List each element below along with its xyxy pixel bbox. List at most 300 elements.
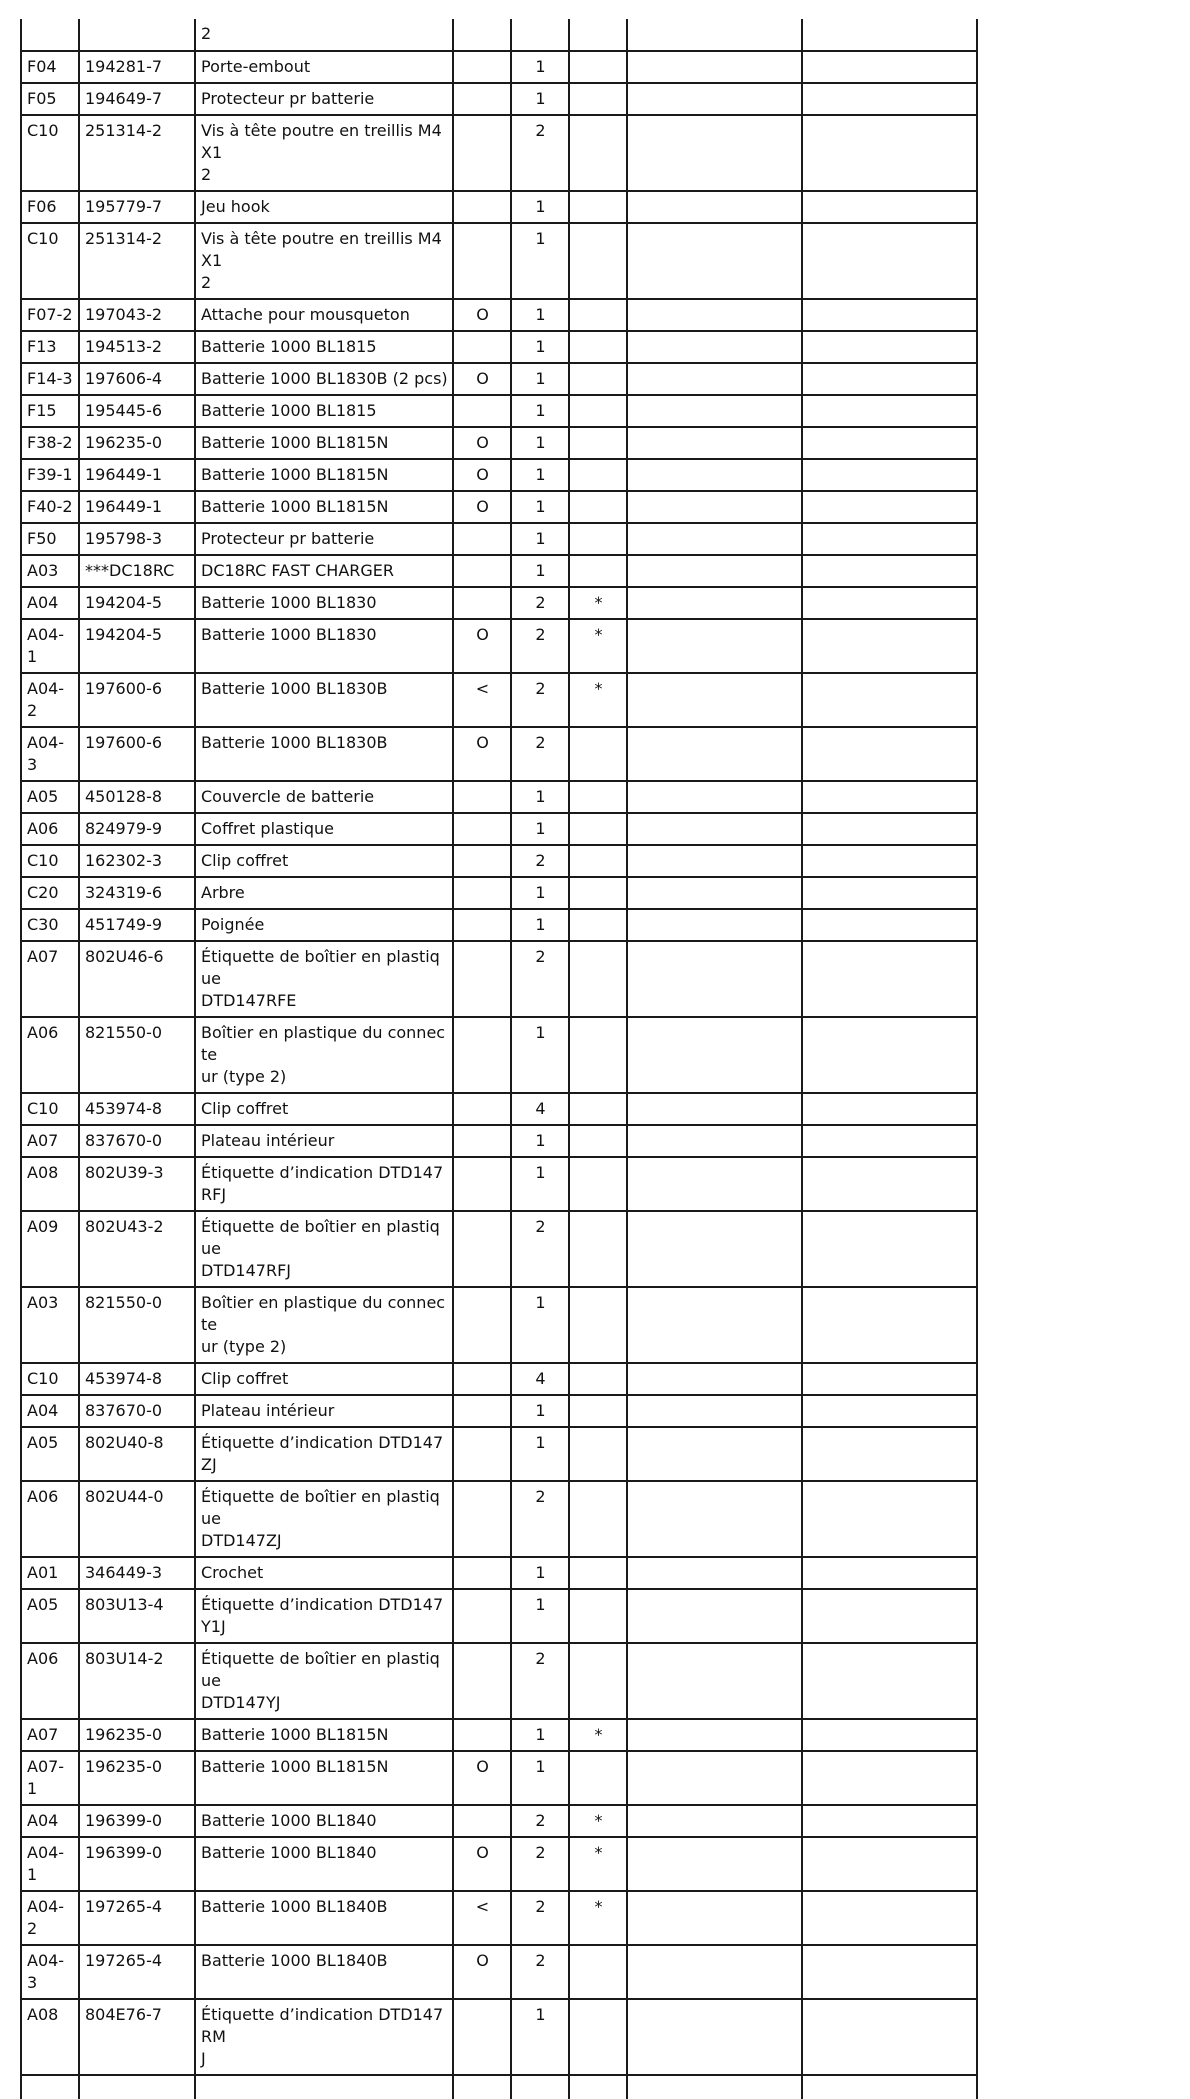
item-code-cell: F14-3: [21, 363, 79, 395]
mark-cell: [453, 877, 511, 909]
note-cell: [569, 1287, 627, 1363]
note-cell: [569, 1427, 627, 1481]
extra-cell: [802, 813, 977, 845]
extra-cell: [802, 877, 977, 909]
table-row: [21, 1093, 977, 1125]
part-number-cell: 821550-0: [79, 1017, 195, 1093]
description-cell: Jeu hook: [195, 191, 453, 223]
item-code-cell: A06: [21, 813, 79, 845]
quantity-cell: 2: [511, 727, 569, 781]
quantity-cell: 1: [511, 781, 569, 813]
quantity-cell: 2: [511, 1643, 569, 1719]
table-row: [21, 1751, 977, 1805]
table-row: [21, 83, 977, 115]
item-code-cell: A01: [21, 1557, 79, 1589]
extra-cell: [802, 19, 977, 51]
description-cell: Plateau intérieur: [195, 1395, 453, 1427]
remarks-cell: [627, 1589, 802, 1643]
extra-cell: [802, 427, 977, 459]
mark-cell: O: [453, 1751, 511, 1805]
remarks-cell: [627, 1837, 802, 1891]
remarks-cell: [627, 1125, 802, 1157]
mark-cell: [453, 1363, 511, 1395]
item-code-cell: A07-1: [21, 1751, 79, 1805]
extra-cell: [802, 673, 977, 727]
quantity-cell: 1: [511, 395, 569, 427]
quantity-cell: 1: [511, 1395, 569, 1427]
table-row: [21, 1125, 977, 1157]
extra-cell: [802, 1481, 977, 1557]
item-code-cell: A03: [21, 1287, 79, 1363]
description-cell: Batterie 1000 BL1830B: [195, 727, 453, 781]
quantity-cell: 1: [511, 1017, 569, 1093]
extra-cell: [802, 1093, 977, 1125]
note-cell: [569, 491, 627, 523]
remarks-cell: [627, 363, 802, 395]
item-code-cell: A04-1: [21, 1837, 79, 1891]
note-cell: [569, 2075, 627, 2099]
note-cell: *: [569, 1837, 627, 1891]
remarks-cell: [627, 813, 802, 845]
description-cell: Poignée: [195, 909, 453, 941]
note-cell: [569, 523, 627, 555]
mark-cell: [453, 1125, 511, 1157]
description-cell: Batterie 1000 BL1840B: [195, 1945, 453, 1999]
item-code-cell: F13: [21, 331, 79, 363]
item-code-cell: A07: [21, 941, 79, 1017]
quantity-cell: 1: [511, 363, 569, 395]
remarks-cell: [627, 299, 802, 331]
extra-cell: [802, 909, 977, 941]
description-cell: Coffret plastique: [195, 813, 453, 845]
extra-cell: [802, 331, 977, 363]
table-row: [21, 619, 977, 673]
description-cell: Protecteur pr batterie: [195, 83, 453, 115]
note-cell: [569, 459, 627, 491]
remarks-cell: [627, 555, 802, 587]
extra-cell: [802, 1643, 977, 1719]
mark-cell: <: [453, 673, 511, 727]
remarks-cell: [627, 1287, 802, 1363]
remarks-cell: [627, 1999, 802, 2075]
item-code-cell: A09: [21, 1211, 79, 1287]
table-row: [21, 1427, 977, 1481]
mark-cell: <: [453, 1891, 511, 1945]
remarks-cell: [627, 331, 802, 363]
note-cell: [569, 1125, 627, 1157]
part-number-cell: 196449-1: [79, 459, 195, 491]
remarks-cell: [627, 427, 802, 459]
description-cell: DC18RC FAST CHARGER: [195, 555, 453, 587]
remarks-cell: [627, 1427, 802, 1481]
part-number-cell: 197265-4: [79, 1891, 195, 1945]
note-cell: [569, 191, 627, 223]
table-row: [21, 363, 977, 395]
remarks-cell: [627, 1805, 802, 1837]
mark-cell: O: [453, 459, 511, 491]
parts-table: [20, 19, 978, 2099]
quantity-cell: 2: [511, 1837, 569, 1891]
extra-cell: [802, 1287, 977, 1363]
extra-cell: [802, 523, 977, 555]
item-code-cell: F39-1: [21, 459, 79, 491]
extra-cell: [802, 1125, 977, 1157]
part-number-cell: 453974-8: [79, 1363, 195, 1395]
item-code-cell: A04-1: [21, 619, 79, 673]
remarks-cell: [627, 1395, 802, 1427]
description-cell: Boîtier en plastique du connecte ur (type 2): [195, 1017, 453, 1093]
extra-cell: [802, 1363, 977, 1395]
mark-cell: [453, 781, 511, 813]
extra-cell: [802, 941, 977, 1017]
quantity-cell: 2: [511, 1805, 569, 1837]
description-cell: Protecteur pr batterie: [195, 523, 453, 555]
table-row: [21, 491, 977, 523]
mark-cell: [453, 1427, 511, 1481]
table-row: [21, 331, 977, 363]
part-number-cell: 802U40-8: [79, 1427, 195, 1481]
quantity-cell: 1: [511, 223, 569, 299]
part-number-cell: [79, 2075, 195, 2099]
item-code-cell: A05: [21, 781, 79, 813]
table-row: [21, 2075, 977, 2099]
part-number-cell: 194204-5: [79, 587, 195, 619]
item-code-cell: A04-2: [21, 1891, 79, 1945]
extra-cell: [802, 1837, 977, 1891]
table-row: [21, 587, 977, 619]
note-cell: *: [569, 1719, 627, 1751]
item-code-cell: C30: [21, 909, 79, 941]
table-row: [21, 1211, 977, 1287]
note-cell: *: [569, 619, 627, 673]
quantity-cell: 2: [511, 941, 569, 1017]
remarks-cell: [627, 395, 802, 427]
remarks-cell: [627, 1891, 802, 1945]
extra-cell: [802, 1751, 977, 1805]
item-code-cell: A04-3: [21, 1945, 79, 1999]
mark-cell: [453, 587, 511, 619]
table-row: [21, 51, 977, 83]
remarks-cell: [627, 19, 802, 51]
item-code-cell: F38-2: [21, 427, 79, 459]
mark-cell: [453, 115, 511, 191]
remarks-cell: [627, 191, 802, 223]
remarks-cell: [627, 1945, 802, 1999]
mark-cell: [453, 1287, 511, 1363]
note-cell: [569, 331, 627, 363]
note-cell: [569, 909, 627, 941]
item-code-cell: F06: [21, 191, 79, 223]
part-number-cell: 195445-6: [79, 395, 195, 427]
item-code-cell: F15: [21, 395, 79, 427]
item-code-cell: F04: [21, 51, 79, 83]
extra-cell: [802, 1999, 977, 2075]
note-cell: *: [569, 1891, 627, 1945]
table-row: [21, 299, 977, 331]
description-cell: Batterie 1000 BL1815N: [195, 1719, 453, 1751]
description-cell: Attache pour mousqueton: [195, 299, 453, 331]
note-cell: [569, 1017, 627, 1093]
note-cell: [569, 1481, 627, 1557]
part-number-cell: 195798-3: [79, 523, 195, 555]
table-row: [21, 1719, 977, 1751]
quantity-cell: 1: [511, 1125, 569, 1157]
extra-cell: [802, 1427, 977, 1481]
part-number-cell: 196399-0: [79, 1805, 195, 1837]
table-row: [21, 1837, 977, 1891]
remarks-cell: [627, 1481, 802, 1557]
item-code-cell: A08: [21, 1157, 79, 1211]
description-cell: Plateau intérieur: [195, 1125, 453, 1157]
remarks-cell: [627, 1557, 802, 1589]
table-row: [21, 459, 977, 491]
description-cell: Étiquette d’indication DTD147ZJ: [195, 1427, 453, 1481]
quantity-cell: 1: [511, 427, 569, 459]
part-number-cell: 837670-0: [79, 1395, 195, 1427]
remarks-cell: [627, 941, 802, 1017]
part-number-cell: 453974-8: [79, 1093, 195, 1125]
mark-cell: [453, 1557, 511, 1589]
table-row: [21, 727, 977, 781]
description-cell: Batterie 1000 BL1840: [195, 1805, 453, 1837]
description-cell: Batterie 1000 BL1840: [195, 1837, 453, 1891]
mark-cell: [453, 395, 511, 427]
extra-cell: [802, 1211, 977, 1287]
table-row: [21, 673, 977, 727]
quantity-cell: 1: [511, 51, 569, 83]
item-code-cell: A04: [21, 587, 79, 619]
table-row: [21, 1589, 977, 1643]
quantity-cell: 2: [511, 115, 569, 191]
remarks-cell: [627, 619, 802, 673]
quantity-cell: 2: [511, 1211, 569, 1287]
part-number-cell: 196235-0: [79, 1751, 195, 1805]
mark-cell: [453, 1395, 511, 1427]
description-cell: Batterie 1000 BL1830B: [195, 673, 453, 727]
table-row: [21, 523, 977, 555]
note-cell: [569, 395, 627, 427]
extra-cell: [802, 619, 977, 673]
description-cell: Crochet: [195, 1557, 453, 1589]
extra-cell: [802, 459, 977, 491]
note-cell: [569, 1157, 627, 1211]
mark-cell: [453, 1643, 511, 1719]
mark-cell: [453, 1093, 511, 1125]
table-row: [21, 427, 977, 459]
part-number-cell: 197043-2: [79, 299, 195, 331]
extra-cell: [802, 191, 977, 223]
description-cell: Vis à tête poutre en treillis M4X1 2: [195, 223, 453, 299]
table-row: [21, 909, 977, 941]
description-cell: Batterie 1000 BL1830: [195, 619, 453, 673]
mark-cell: O: [453, 1945, 511, 1999]
description-cell: Étiquette d’indication DTD147Y1J: [195, 1589, 453, 1643]
extra-cell: [802, 1945, 977, 1999]
description-cell: Batterie 1000 BL1815: [195, 331, 453, 363]
table-row: [21, 1157, 977, 1211]
part-number-cell: 803U13-4: [79, 1589, 195, 1643]
note-cell: *: [569, 1805, 627, 1837]
part-number-cell: ***DC18RC: [79, 555, 195, 587]
mark-cell: [453, 51, 511, 83]
mark-cell: O: [453, 619, 511, 673]
note-cell: [569, 941, 627, 1017]
part-number-cell: 837670-0: [79, 1125, 195, 1157]
remarks-cell: [627, 83, 802, 115]
note-cell: [569, 223, 627, 299]
quantity-cell: 1: [511, 877, 569, 909]
mark-cell: [453, 1211, 511, 1287]
remarks-cell: [627, 51, 802, 83]
extra-cell: [802, 395, 977, 427]
remarks-cell: [627, 587, 802, 619]
item-code-cell: A07: [21, 1125, 79, 1157]
description-cell: Porte-embout: [195, 51, 453, 83]
table-row: [21, 1363, 977, 1395]
part-number-cell: 194513-2: [79, 331, 195, 363]
extra-cell: [802, 1395, 977, 1427]
table-row: [21, 1945, 977, 1999]
description-cell: Batterie 1000 BL1815N: [195, 459, 453, 491]
remarks-cell: [627, 223, 802, 299]
note-cell: [569, 1363, 627, 1395]
quantity-cell: 1: [511, 491, 569, 523]
extra-cell: [802, 555, 977, 587]
quantity-cell: 1: [511, 191, 569, 223]
quantity-cell: 4: [511, 1093, 569, 1125]
part-number-cell: 196235-0: [79, 427, 195, 459]
mark-cell: [453, 941, 511, 1017]
note-cell: [569, 1751, 627, 1805]
extra-cell: [802, 781, 977, 813]
part-number-cell: [79, 19, 195, 51]
table-row: [21, 813, 977, 845]
extra-cell: [802, 1157, 977, 1211]
remarks-cell: [627, 1363, 802, 1395]
mark-cell: [453, 845, 511, 877]
remarks-cell: [627, 2075, 802, 2099]
part-number-cell: 251314-2: [79, 223, 195, 299]
quantity-cell: 1: [511, 299, 569, 331]
part-number-cell: 197600-6: [79, 727, 195, 781]
mark-cell: [453, 2075, 511, 2099]
extra-cell: [802, 727, 977, 781]
note-cell: [569, 813, 627, 845]
quantity-cell: 1: [511, 331, 569, 363]
part-number-cell: 197265-4: [79, 1945, 195, 1999]
remarks-cell: [627, 1017, 802, 1093]
mark-cell: [453, 1719, 511, 1751]
mark-cell: [453, 1481, 511, 1557]
description-cell: Batterie 1000 BL1815N: [195, 1751, 453, 1805]
table-row: [21, 1999, 977, 2075]
mark-cell: [453, 555, 511, 587]
item-code-cell: C10: [21, 1093, 79, 1125]
part-number-cell: 450128-8: [79, 781, 195, 813]
item-code-cell: F05: [21, 83, 79, 115]
extra-cell: [802, 115, 977, 191]
note-cell: [569, 1093, 627, 1125]
note-cell: [569, 1589, 627, 1643]
note-cell: [569, 427, 627, 459]
table-row: [21, 1287, 977, 1363]
remarks-cell: [627, 909, 802, 941]
description-cell: Batterie 1000 BL1830: [195, 587, 453, 619]
mark-cell: [453, 191, 511, 223]
note-cell: [569, 115, 627, 191]
item-code-cell: A07: [21, 1719, 79, 1751]
item-code-cell: [21, 19, 79, 51]
mark-cell: [453, 1017, 511, 1093]
description-cell: Boîtier en plastique du connecte ur (type 2): [195, 1287, 453, 1363]
mark-cell: [453, 223, 511, 299]
note-cell: [569, 19, 627, 51]
note-cell: [569, 781, 627, 813]
remarks-cell: [627, 1751, 802, 1805]
part-number-cell: 802U43-2: [79, 1211, 195, 1287]
note-cell: [569, 51, 627, 83]
description-cell: Étiquette de boîtier en plastique DTD147YJ: [195, 1643, 453, 1719]
quantity-cell: 1: [511, 555, 569, 587]
part-number-cell: 194204-5: [79, 619, 195, 673]
part-number-cell: 162302-3: [79, 845, 195, 877]
part-number-cell: 251314-2: [79, 115, 195, 191]
quantity-cell: 1: [511, 1557, 569, 1589]
mark-cell: O: [453, 1837, 511, 1891]
quantity-cell: [511, 2075, 569, 2099]
remarks-cell: [627, 845, 802, 877]
quantity-cell: 1: [511, 1719, 569, 1751]
mark-cell: [453, 1999, 511, 2075]
note-cell: [569, 1945, 627, 1999]
description-cell: Batterie 1000 BL1840B: [195, 1891, 453, 1945]
part-number-cell: 197600-6: [79, 673, 195, 727]
quantity-cell: 2: [511, 845, 569, 877]
extra-cell: [802, 1891, 977, 1945]
part-number-cell: 196399-0: [79, 1837, 195, 1891]
mark-cell: [453, 1805, 511, 1837]
table-row: [21, 115, 977, 191]
table-row: [21, 191, 977, 223]
remarks-cell: [627, 459, 802, 491]
mark-cell: [453, 1589, 511, 1643]
item-code-cell: C10: [21, 115, 79, 191]
remarks-cell: [627, 1719, 802, 1751]
item-code-cell: C10: [21, 845, 79, 877]
extra-cell: [802, 299, 977, 331]
note-cell: [569, 845, 627, 877]
quantity-cell: 1: [511, 1999, 569, 2075]
item-code-cell: C10: [21, 1363, 79, 1395]
quantity-cell: 4: [511, 1363, 569, 1395]
description-cell: 2: [195, 19, 453, 51]
item-code-cell: F07-2: [21, 299, 79, 331]
note-cell: [569, 363, 627, 395]
quantity-cell: 1: [511, 523, 569, 555]
description-cell: Étiquette d’indication DTD147RM J: [195, 1999, 453, 2075]
quantity-cell: 1: [511, 813, 569, 845]
description-cell: Étiquette de boîtier en plastique DTD147RFJ: [195, 1211, 453, 1287]
description-cell: Vis à tête poutre en treillis M4X1 2: [195, 115, 453, 191]
mark-cell: [453, 83, 511, 115]
description-cell: Batterie 1000 BL1815N: [195, 491, 453, 523]
item-code-cell: A04: [21, 1805, 79, 1837]
part-number-cell: 821550-0: [79, 1287, 195, 1363]
extra-cell: [802, 51, 977, 83]
table-row: [21, 1891, 977, 1945]
note-cell: [569, 1395, 627, 1427]
remarks-cell: [627, 1093, 802, 1125]
